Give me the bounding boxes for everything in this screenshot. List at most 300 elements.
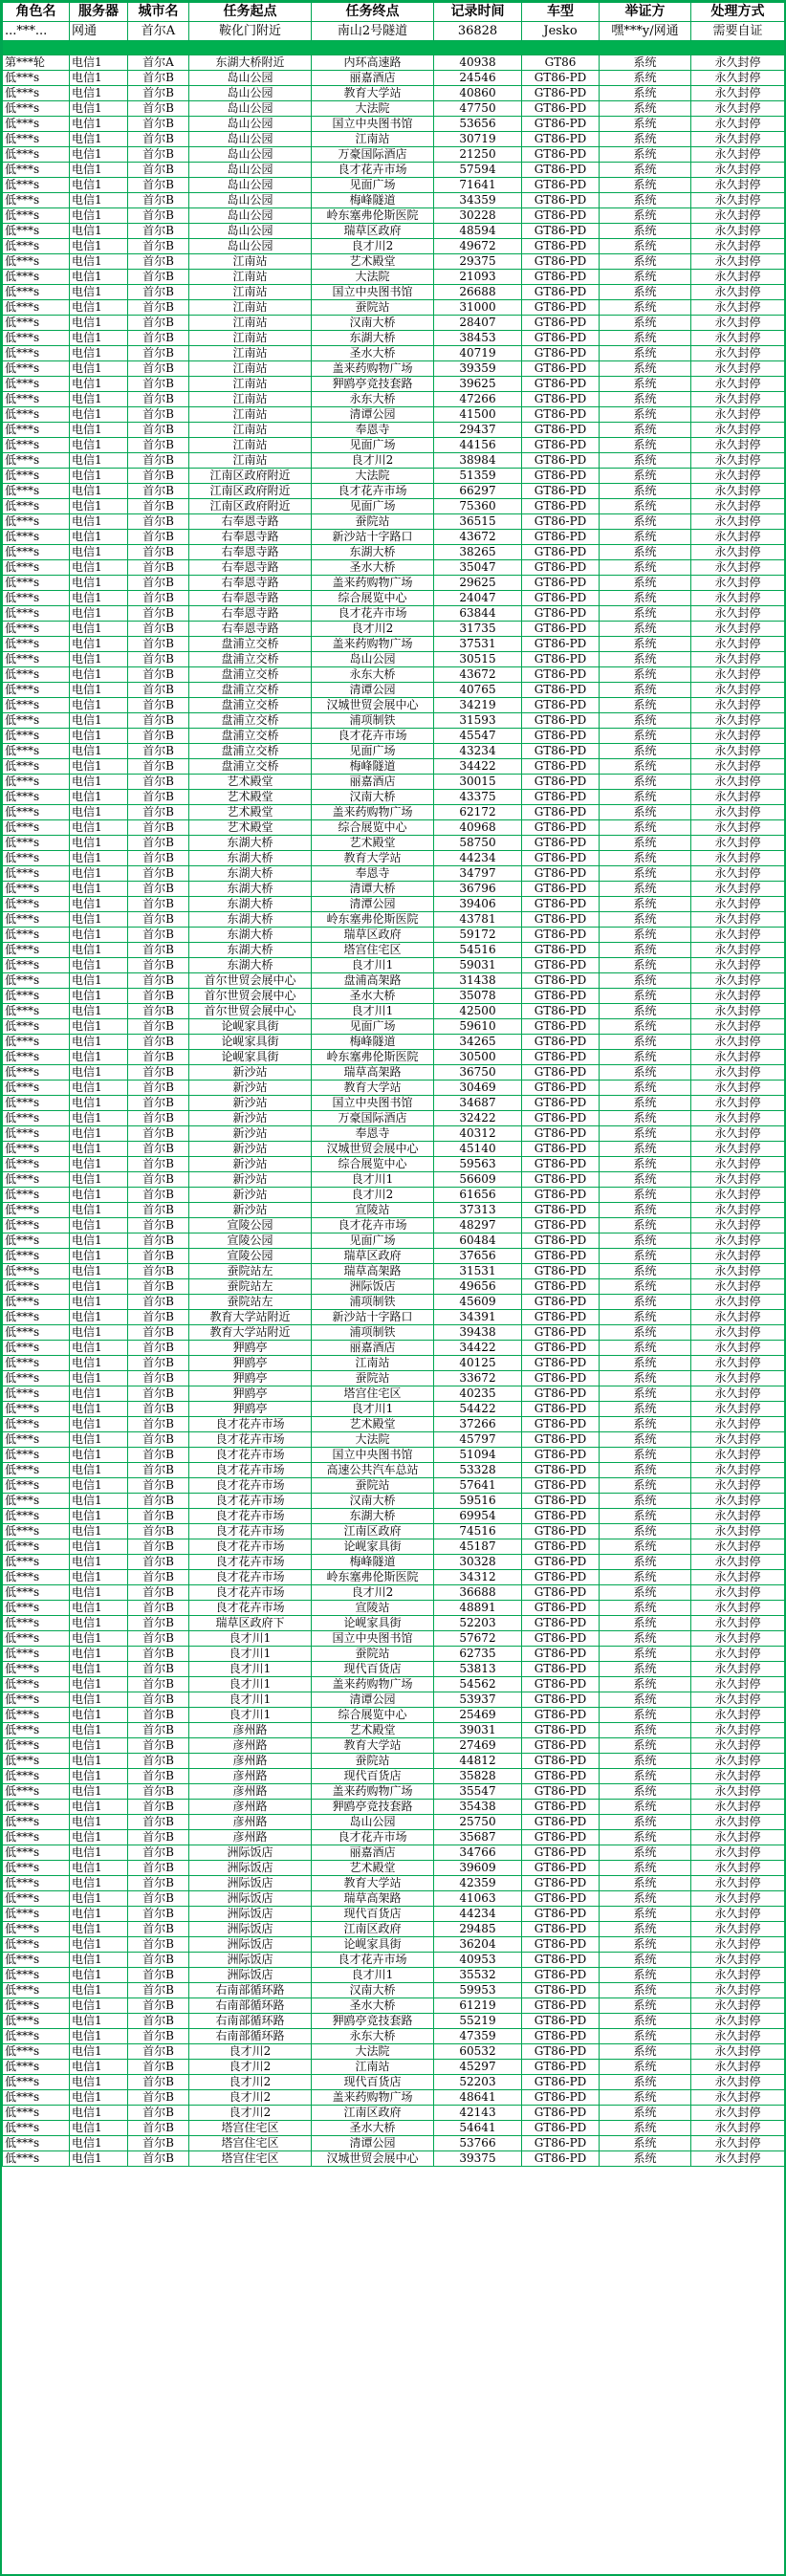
- table-row: [3, 1539, 785, 1555]
- table-row: [3, 912, 785, 928]
- table-cell: 江南区政府附近: [189, 499, 312, 514]
- table-cell: GT86-PD: [522, 239, 600, 254]
- table-cell: 瑞草高架路: [312, 1264, 434, 1279]
- table-cell: 低***s: [3, 1891, 70, 1907]
- table-cell: 电信1: [70, 1142, 128, 1157]
- table-cell: 良才川1: [189, 1677, 312, 1692]
- table-body: [3, 22, 785, 2167]
- table-cell: 良才川1: [312, 1004, 434, 1019]
- table-cell: 良才川2: [189, 2106, 312, 2121]
- table-cell: 电信1: [70, 1218, 128, 1233]
- table-cell: 系统: [600, 514, 691, 530]
- table-cell: GT86-PD: [522, 1570, 600, 1585]
- table-cell: 电信1: [70, 1356, 128, 1371]
- table-cell: 教育大学站: [312, 1738, 434, 1754]
- table-cell: 永久封停: [691, 1249, 785, 1264]
- table-cell: 首尔B: [128, 423, 189, 438]
- table-cell: 清谭公园: [312, 1692, 434, 1708]
- table-cell: 永东大桥: [312, 667, 434, 683]
- table-cell: 电信1: [70, 2136, 128, 2151]
- table-cell: 39375: [434, 2151, 522, 2167]
- table-row: [3, 882, 785, 897]
- table-cell: 永久封停: [691, 836, 785, 851]
- table-cell: 彦州路: [189, 1800, 312, 1815]
- table-row: [3, 1218, 785, 1233]
- table-cell: 首尔B: [128, 407, 189, 423]
- table-cell: 宣陵公园: [189, 1249, 312, 1264]
- table-row: [3, 1677, 785, 1692]
- table-cell: 系统: [600, 1188, 691, 1203]
- table-row: [3, 744, 785, 759]
- table-row: [3, 2014, 785, 2029]
- table-cell: 江南区政府附近: [189, 469, 312, 484]
- table-cell: 低***s: [3, 1218, 70, 1233]
- table-cell: 系统: [600, 1631, 691, 1647]
- table-row: [3, 239, 785, 254]
- table-cell: 永久封停: [691, 101, 785, 117]
- table-cell: GT86-PD: [522, 530, 600, 545]
- table-cell: 首尔B: [128, 1157, 189, 1172]
- table-cell: 电信1: [70, 1081, 128, 1096]
- table-cell: 电信1: [70, 254, 128, 270]
- table-cell: 低***s: [3, 469, 70, 484]
- table-cell: GT86-PD: [522, 958, 600, 973]
- table-cell: 狎鸥亭: [189, 1386, 312, 1402]
- table-cell: 电信1: [70, 147, 128, 163]
- table-cell: 电信1: [70, 713, 128, 729]
- table-cell: 电信1: [70, 1279, 128, 1295]
- table-cell: 51359: [434, 469, 522, 484]
- table-cell: 汉南大桥: [312, 1494, 434, 1509]
- table-cell: 教育大学站附近: [189, 1325, 312, 1341]
- table-row: [3, 729, 785, 744]
- table-cell: 29485: [434, 1922, 522, 1937]
- table-row: [3, 1662, 785, 1677]
- table-cell: 右奉恩寺路: [189, 530, 312, 545]
- table-cell: 清谭公园: [312, 2136, 434, 2151]
- table-cell: 右奉恩寺路: [189, 560, 312, 576]
- table-cell: 电信1: [70, 270, 128, 285]
- table-cell: 45140: [434, 1142, 522, 1157]
- table-cell: 系统: [600, 2106, 691, 2121]
- table-cell: 江南站: [189, 377, 312, 392]
- table-cell: 首尔B: [128, 2151, 189, 2167]
- table-cell: 系统: [600, 1662, 691, 1677]
- table-cell: 良才川1: [312, 1968, 434, 1983]
- table-cell: 东湖大桥: [189, 943, 312, 958]
- table-row: [3, 1830, 785, 1845]
- table-cell: 首尔世贸会展中心: [189, 1004, 312, 1019]
- table-cell: 岛山公园: [189, 163, 312, 178]
- table-cell: 系统: [600, 744, 691, 759]
- table-cell: 良才花卉市场: [189, 1585, 312, 1601]
- table-cell: 系统: [600, 2136, 691, 2151]
- table-cell: 低***s: [3, 2029, 70, 2044]
- table-cell: 永久封停: [691, 2136, 785, 2151]
- table-cell: 21250: [434, 147, 522, 163]
- table-cell: 59610: [434, 1019, 522, 1035]
- table-row: [3, 1295, 785, 1310]
- table-cell: 系统: [600, 1555, 691, 1570]
- table-cell: 系统: [600, 239, 691, 254]
- table-row: [3, 346, 785, 361]
- table-cell: 29625: [434, 576, 522, 591]
- table-cell: 41500: [434, 407, 522, 423]
- table-cell: 系统: [600, 1004, 691, 1019]
- table-cell: 右奉恩寺路: [189, 591, 312, 606]
- table-row: [3, 1356, 785, 1371]
- table-cell: 奉恩寺: [312, 423, 434, 438]
- table-cell: 30015: [434, 775, 522, 790]
- table-cell: 电信1: [70, 1402, 128, 1417]
- table-cell: 永久封停: [691, 1004, 785, 1019]
- table-cell: 永久封停: [691, 1784, 785, 1800]
- table-cell: 永久封停: [691, 1891, 785, 1907]
- table-cell: 江南区政府: [312, 1524, 434, 1539]
- table-cell: 永久封停: [691, 683, 785, 698]
- table-cell: 首尔B: [128, 1448, 189, 1463]
- table-row: [3, 1570, 785, 1585]
- table-cell: GT86-PD: [522, 1876, 600, 1891]
- table-cell: GT86-PD: [522, 1830, 600, 1845]
- table-cell: GT86-PD: [522, 683, 600, 698]
- table-cell: 系统: [600, 1539, 691, 1555]
- table-cell: 教育大学站: [312, 86, 434, 101]
- table-cell: 系统: [600, 1616, 691, 1631]
- table-cell: 永久封停: [691, 591, 785, 606]
- table-cell: 瑞草区政府: [312, 224, 434, 239]
- table-cell: 28407: [434, 316, 522, 331]
- table-cell: 59172: [434, 928, 522, 943]
- table-cell: 永久封停: [691, 1953, 785, 1968]
- table-row: [3, 2136, 785, 2151]
- table-cell: 低***s: [3, 316, 70, 331]
- table-cell: 低***s: [3, 1968, 70, 1983]
- table-cell: 右南部循环路: [189, 1998, 312, 2014]
- table-row: [3, 1509, 785, 1524]
- table-cell: 蚕院站: [312, 1371, 434, 1386]
- table-cell: 电信1: [70, 1723, 128, 1738]
- table-cell: 低***s: [3, 1784, 70, 1800]
- table-row: [3, 606, 785, 622]
- table-cell: 首尔B: [128, 1601, 189, 1616]
- table-cell: 首尔B: [128, 1478, 189, 1494]
- table-cell: GT86-PD: [522, 1188, 600, 1203]
- table-cell: 万豪国际酒店: [312, 1111, 434, 1126]
- table-cell: 电信1: [70, 132, 128, 147]
- table-cell: 教育大学站: [312, 1876, 434, 1891]
- table-cell: 电信1: [70, 698, 128, 713]
- table-cell: 低***s: [3, 1494, 70, 1509]
- table-cell: 狎鸥亭: [189, 1341, 312, 1356]
- table-cell: 首尔B: [128, 928, 189, 943]
- table-cell: 首尔B: [128, 1570, 189, 1585]
- table-cell: 52203: [434, 1616, 522, 1631]
- table-cell: 永久封停: [691, 178, 785, 193]
- table-cell: 电信1: [70, 55, 128, 71]
- table-cell: 电信1: [70, 453, 128, 469]
- table-cell: GT86-PD: [522, 1065, 600, 1081]
- table-cell: 电信1: [70, 1509, 128, 1524]
- table-cell: 电信1: [70, 224, 128, 239]
- table-cell: 系统: [600, 1998, 691, 2014]
- table-cell: 低***s: [3, 1983, 70, 1998]
- table-cell: 首尔B: [128, 1784, 189, 1800]
- table-cell: GT86-PD: [522, 912, 600, 928]
- table-cell: 新沙站: [189, 1126, 312, 1142]
- table-cell: 首尔B: [128, 1524, 189, 1539]
- table-cell: 江南站: [189, 254, 312, 270]
- table-cell: 低***s: [3, 698, 70, 713]
- table-row: [3, 928, 785, 943]
- table-cell: 首尔B: [128, 1325, 189, 1341]
- table-cell: 良才川1: [189, 1647, 312, 1662]
- table-cell: 低***s: [3, 1081, 70, 1096]
- table-cell: 低***s: [3, 208, 70, 224]
- table-cell: 汉南大桥: [312, 1983, 434, 1998]
- table-cell: 低***s: [3, 224, 70, 239]
- table-cell: 首尔B: [128, 698, 189, 713]
- table-row: [3, 2029, 785, 2044]
- table-cell: 首尔B: [128, 1937, 189, 1953]
- table-cell: 低***s: [3, 759, 70, 775]
- table-cell: 首尔B: [128, 331, 189, 346]
- table-cell: 低***s: [3, 928, 70, 943]
- table-cell: 系统: [600, 667, 691, 683]
- table-cell: 62172: [434, 805, 522, 820]
- table-cell: 系统: [600, 1386, 691, 1402]
- table-cell: 首尔B: [128, 1769, 189, 1784]
- table-cell: 电信1: [70, 71, 128, 86]
- table-cell: 江南站: [189, 407, 312, 423]
- table-cell: 低***s: [3, 1295, 70, 1310]
- table-cell: 低***s: [3, 1937, 70, 1953]
- table-cell: 电信1: [70, 1371, 128, 1386]
- table-cell: GT86-PD: [522, 193, 600, 208]
- table-cell: 电信1: [70, 1325, 128, 1341]
- table-row: [3, 2075, 785, 2090]
- table-cell: 电信1: [70, 1570, 128, 1585]
- table-cell: 首尔B: [128, 499, 189, 514]
- table-cell: 系统: [600, 1463, 691, 1478]
- table-cell: GT86-PD: [522, 1539, 600, 1555]
- table-cell: 低***s: [3, 346, 70, 361]
- table-cell: 56609: [434, 1172, 522, 1188]
- table-cell: 42143: [434, 2106, 522, 2121]
- table-cell: 丽嘉酒店: [312, 775, 434, 790]
- table-cell: 系统: [600, 912, 691, 928]
- table-cell: 见面广场: [312, 499, 434, 514]
- table-cell: 电信1: [70, 300, 128, 316]
- table-cell: 浦项制铁: [312, 1295, 434, 1310]
- table-cell: 57641: [434, 1478, 522, 1494]
- table-cell: 瑞草区政府下: [189, 1616, 312, 1631]
- table-row: [3, 1983, 785, 1998]
- table-row: [3, 1386, 785, 1402]
- table-cell: 永久封停: [691, 2060, 785, 2075]
- table-cell: 首尔B: [128, 637, 189, 652]
- table-cell: 永东大桥: [312, 2029, 434, 2044]
- table-cell: 电信1: [70, 1065, 128, 1081]
- table-cell: 永久封停: [691, 2029, 785, 2044]
- table-cell: 电信1: [70, 239, 128, 254]
- table-cell: GT86-PD: [522, 1295, 600, 1310]
- table-row: [3, 1004, 785, 1019]
- table-cell: 永久封停: [691, 790, 785, 805]
- table-cell: 电信1: [70, 1157, 128, 1172]
- table-row: [3, 545, 785, 560]
- table-cell: 首尔B: [128, 545, 189, 560]
- table-cell: 电信1: [70, 1432, 128, 1448]
- table-cell: 系统: [600, 361, 691, 377]
- table-cell: 东湖大桥: [189, 897, 312, 912]
- table-cell: 首尔B: [128, 270, 189, 285]
- table-row: [3, 1738, 785, 1754]
- table-cell: 系统: [600, 1264, 691, 1279]
- table-cell: 永久封停: [691, 1845, 785, 1861]
- table-cell: 低***s: [3, 1386, 70, 1402]
- table-cell: 系统: [600, 2151, 691, 2167]
- table-cell: 盖来药购物广场: [312, 1784, 434, 1800]
- table-cell: 31000: [434, 300, 522, 316]
- table-cell: 低***s: [3, 958, 70, 973]
- table-cell: 45187: [434, 1539, 522, 1555]
- table-cell: 49672: [434, 239, 522, 254]
- table-cell: 永久封停: [691, 928, 785, 943]
- table-cell: 永久封停: [691, 1647, 785, 1662]
- table-cell: 电信1: [70, 1524, 128, 1539]
- table-cell: 永久封停: [691, 300, 785, 316]
- table-cell: 34422: [434, 759, 522, 775]
- table-cell: 彦州路: [189, 1738, 312, 1754]
- table-cell: 新沙站: [189, 1188, 312, 1203]
- table-cell: 低***s: [3, 1172, 70, 1188]
- table-cell: 系统: [600, 1402, 691, 1417]
- table-cell: 55219: [434, 2014, 522, 2029]
- table-cell: 电信1: [70, 759, 128, 775]
- table-cell: 永久封停: [691, 361, 785, 377]
- table-cell: 盘浦立交桥: [189, 698, 312, 713]
- table-cell: 论岘家具街: [312, 1616, 434, 1631]
- table-cell: 良才川2: [312, 239, 434, 254]
- table-cell: 盘浦立交桥: [189, 652, 312, 667]
- table-cell: 岭东塞弗伦斯医院: [312, 1570, 434, 1585]
- table-cell: 低***s: [3, 1601, 70, 1616]
- table-cell: 电信1: [70, 1188, 128, 1203]
- table-cell: 永久封停: [691, 1861, 785, 1876]
- table-cell: 低***s: [3, 514, 70, 530]
- table-cell: 良才花卉市场: [312, 729, 434, 744]
- table-cell: 电信1: [70, 744, 128, 759]
- table-cell: 首尔B: [128, 1065, 189, 1081]
- table-cell: 40953: [434, 1953, 522, 1968]
- table-cell: 良才川1: [189, 1708, 312, 1723]
- table-cell: 低***s: [3, 790, 70, 805]
- table-cell: 瑞草区政府: [312, 1249, 434, 1264]
- table-cell: 首尔B: [128, 1096, 189, 1111]
- table-cell: 首尔B: [128, 1264, 189, 1279]
- table-cell: 45547: [434, 729, 522, 744]
- table-cell: 良才川2: [312, 1585, 434, 1601]
- table-cell: GT86-PD: [522, 1953, 600, 1968]
- table-cell: 54516: [434, 943, 522, 958]
- table-cell: 现代百货店: [312, 1662, 434, 1677]
- table-cell: 永久封停: [691, 499, 785, 514]
- table-cell: 电信1: [70, 407, 128, 423]
- table-cell: 江南区政府: [312, 2106, 434, 2121]
- table-cell: 首尔B: [128, 866, 189, 882]
- table-cell: 良才花卉市场: [189, 1555, 312, 1570]
- table-cell: 低***s: [3, 2106, 70, 2121]
- table-cell: 洲际饭店: [189, 1953, 312, 1968]
- table-cell: 系统: [600, 958, 691, 973]
- table-cell: 电信1: [70, 1203, 128, 1218]
- table-cell: 汉城世贸会展中心: [312, 2151, 434, 2167]
- table-cell: 现代百货店: [312, 2075, 434, 2090]
- table-cell: GT86-PD: [522, 1968, 600, 1983]
- table-cell: 首尔B: [128, 2136, 189, 2151]
- table-cell: 圣水大桥: [312, 560, 434, 576]
- table-cell: 首尔B: [128, 1539, 189, 1555]
- table-cell: 53937: [434, 1692, 522, 1708]
- table-cell: 60484: [434, 1233, 522, 1249]
- table-cell: 永久封停: [691, 55, 785, 71]
- table-cell: 系统: [600, 1585, 691, 1601]
- table-cell: 永久封停: [691, 1295, 785, 1310]
- table-row: [3, 1998, 785, 2014]
- table-cell: GT86-PD: [522, 1692, 600, 1708]
- table-cell: 永久封停: [691, 147, 785, 163]
- table-cell: 首尔B: [128, 882, 189, 897]
- table-cell: 低***s: [3, 545, 70, 560]
- table-cell: 盘浦高架路: [312, 973, 434, 989]
- table-cell: 首尔B: [128, 1203, 189, 1218]
- table-cell: 低***s: [3, 1004, 70, 1019]
- table-cell: GT86-PD: [522, 1662, 600, 1677]
- table-cell: 汉南大桥: [312, 316, 434, 331]
- table-cell: 40312: [434, 1126, 522, 1142]
- table-row: [3, 1172, 785, 1188]
- table-cell: 首尔B: [128, 1019, 189, 1035]
- table-cell: GT86-PD: [522, 851, 600, 866]
- table-cell: 新沙站: [189, 1111, 312, 1126]
- table-cell: 低***s: [3, 744, 70, 759]
- table-row: [3, 1081, 785, 1096]
- table-cell: 首尔B: [128, 943, 189, 958]
- table-cell: GT86-PD: [522, 1784, 600, 1800]
- table-cell: 29437: [434, 423, 522, 438]
- table-cell: 永久封停: [691, 1111, 785, 1126]
- table-row: [3, 530, 785, 545]
- table-cell: 首尔B: [128, 1341, 189, 1356]
- table-cell: 教育大学站: [312, 851, 434, 866]
- table-cell: 首尔B: [128, 1677, 189, 1692]
- table-cell: 洲际饭店: [189, 1861, 312, 1876]
- table-cell: 永久封停: [691, 1386, 785, 1402]
- table-cell: 电信1: [70, 1616, 128, 1631]
- table-cell: 35828: [434, 1769, 522, 1784]
- table-cell: 岛山公园: [189, 132, 312, 147]
- table-cell: GT86-PD: [522, 1555, 600, 1570]
- table-cell: GT86-PD: [522, 1448, 600, 1463]
- table-cell: 低***s: [3, 163, 70, 178]
- table-cell: 电信1: [70, 1249, 128, 1264]
- table-cell: 30500: [434, 1050, 522, 1065]
- table-cell: 47266: [434, 392, 522, 407]
- table-cell: 电信1: [70, 637, 128, 652]
- table-cell: GT86-PD: [522, 1891, 600, 1907]
- table-cell: 综合展览中心: [312, 1708, 434, 1723]
